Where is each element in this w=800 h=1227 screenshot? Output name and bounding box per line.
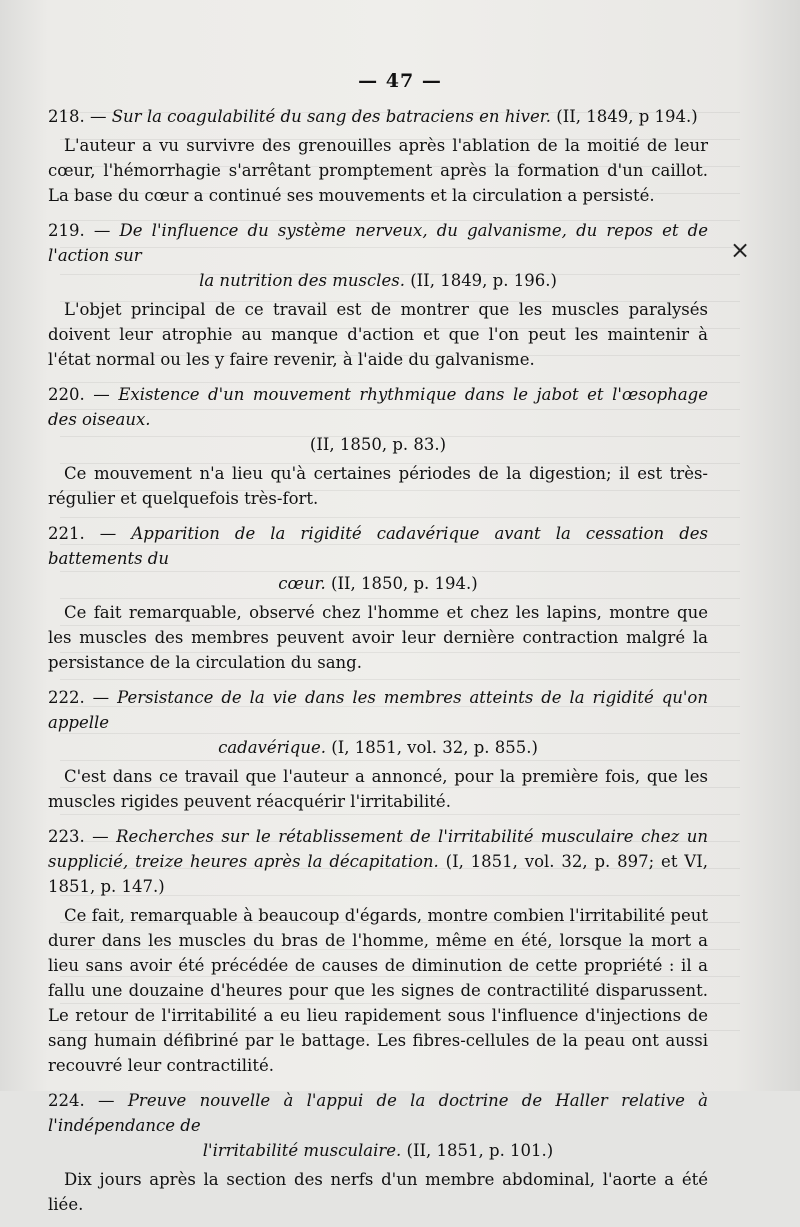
entry-title: Apparition de la rigidité cadavérique avant la cessation des battements du: [48, 524, 708, 568]
entry-title-continued: cœur.: [278, 574, 326, 593]
page-number: — 47 —: [358, 70, 442, 92]
entry-heading-continued: [48, 432, 708, 457]
entry-title: Preuve nouvelle à l'appui de la doctrine de Haller relative à l'indépendance de: [48, 1091, 708, 1135]
entry-224: [48, 1088, 708, 1217]
entry-citation: (I, 1851, vol. 32, p. 855.): [326, 738, 538, 757]
entry-number: 221.: [48, 524, 85, 543]
entries-list: [48, 104, 708, 1227]
entry-number: 219.: [48, 221, 85, 240]
entry-citation: (II, 1851, p. 101.): [401, 1141, 554, 1160]
entry-body: Ce fait, remarquable à beaucoup d'égards, montre combien l'irritabilité peut durer dans les muscles du bras de l'homme, même en été, lorsque la mort a lieu sans avoir été précédée de causes de diminution de cette propriété : il a fallu une douzaine d'heures pour que les signes de contractilité disparussent. Le retour de l'irritabilité a eu lieu rapidement sous l'influence d'injections de sang humain défibriné par le battage. Les fibres-cellules de la peau ont aussi recouvré leur contractilité.: [48, 906, 708, 1075]
entry-citation: (II, 1850, p. 83.): [309, 435, 447, 454]
entry-body: Ce fait remarquable, observé chez l'homme et chez les lapins, montre que les muscles des membres peuvent avoir leur dernière contraction malgré la persistance de la circulation du sang.: [48, 603, 708, 672]
entry-heading: [48, 824, 708, 899]
entry-citation: (II, 1850, p. 194.): [325, 574, 478, 593]
entry-dash: —: [84, 221, 120, 240]
entry-title: Persistance de la vie dans les membres atteints de la rigidité qu'on appelle: [48, 688, 708, 732]
entry-dash: —: [84, 524, 132, 543]
entry-number: 222.: [48, 688, 85, 707]
entry-number: 224.: [48, 1091, 85, 1110]
entry-221: [48, 521, 708, 675]
entry-dash: —: [84, 1091, 128, 1110]
entry-220: [48, 382, 708, 511]
entry-number: 220.: [48, 385, 85, 404]
entry-title: Sur la coagulabilité du sang des batraciens en hiver.: [111, 107, 552, 126]
entry-number: 218.: [48, 107, 85, 126]
entry-heading: [48, 218, 708, 268]
entry-citation: (II, 1849, p. 196.): [404, 271, 557, 290]
entry-citation: (II, 1849, p 194.): [551, 107, 698, 126]
entry-heading: [48, 521, 708, 571]
entry-222: [48, 685, 708, 814]
entry-title: De l'influence du système nerveux, du galvanisme, du repos et de l'action sur: [48, 221, 708, 265]
entry-title-continued: l'irritabilité musculaire.: [202, 1141, 402, 1160]
entry-title-continued: cadavérique.: [218, 738, 327, 757]
entry-body: Dix jours après la section des nerfs d'un membre abdominal, l'aorte a été liée.: [48, 1170, 708, 1214]
entry-heading-continued: [48, 735, 708, 760]
margin-cross-mark: ×: [730, 236, 751, 264]
entry-heading-continued: [48, 1138, 708, 1163]
entry-dash: —: [84, 107, 112, 126]
entry-heading: [48, 1088, 708, 1138]
entry-dash: —: [84, 385, 119, 404]
entry-heading: [48, 685, 708, 735]
entry-219: [48, 218, 708, 372]
entry-body: L'objet principal de ce travail est de montrer que les muscles paralysés doivent leur atrophie au manque d'action et que l'on peut les maintenir à l'état normal ou les y faire revenir, à l'aide du galvanisme.: [48, 300, 708, 369]
entry-body: Ce mouvement n'a lieu qu'à certaines périodes de la digestion; il est très-régulier et quelquefois très-fort.: [48, 464, 708, 508]
entry-body: L'auteur a vu survivre des grenouilles après l'ablation de la moitié de leur cœur, l'hémorrhagie s'arrêtant promptement après la formation d'un caillot. La base du cœur a continué ses mouvements et la circulation a persisté.: [48, 136, 708, 205]
entry-heading: [48, 382, 708, 432]
entry-223: [48, 824, 708, 1078]
entry-heading-continued: [48, 268, 708, 293]
entry-number: 223.: [48, 827, 85, 846]
entry-body: C'est dans ce travail que l'auteur a annoncé, pour la première fois, que les muscles rigides peuvent réacquérir l'irritabilité.: [48, 767, 708, 811]
entry-dash: —: [84, 688, 118, 707]
entry-title: Recherches sur le rétablissement de l'irritabilité musculaire chez un supplicié, treize heures après la décapitation.: [48, 827, 708, 871]
entry-218: [48, 104, 708, 208]
entry-heading: [48, 104, 708, 129]
entry-dash: —: [84, 827, 117, 846]
entry-citation: (I, 1851, vol. 32, p. 897; et VI, 1851, p. 147.): [48, 852, 708, 896]
entry-heading-continued: [48, 571, 708, 596]
entry-title: Existence d'un mouvement rhythmique dans le jabot et l'œsophage des oiseaux.: [48, 385, 708, 429]
entry-title-continued: la nutrition des muscles.: [199, 271, 405, 290]
